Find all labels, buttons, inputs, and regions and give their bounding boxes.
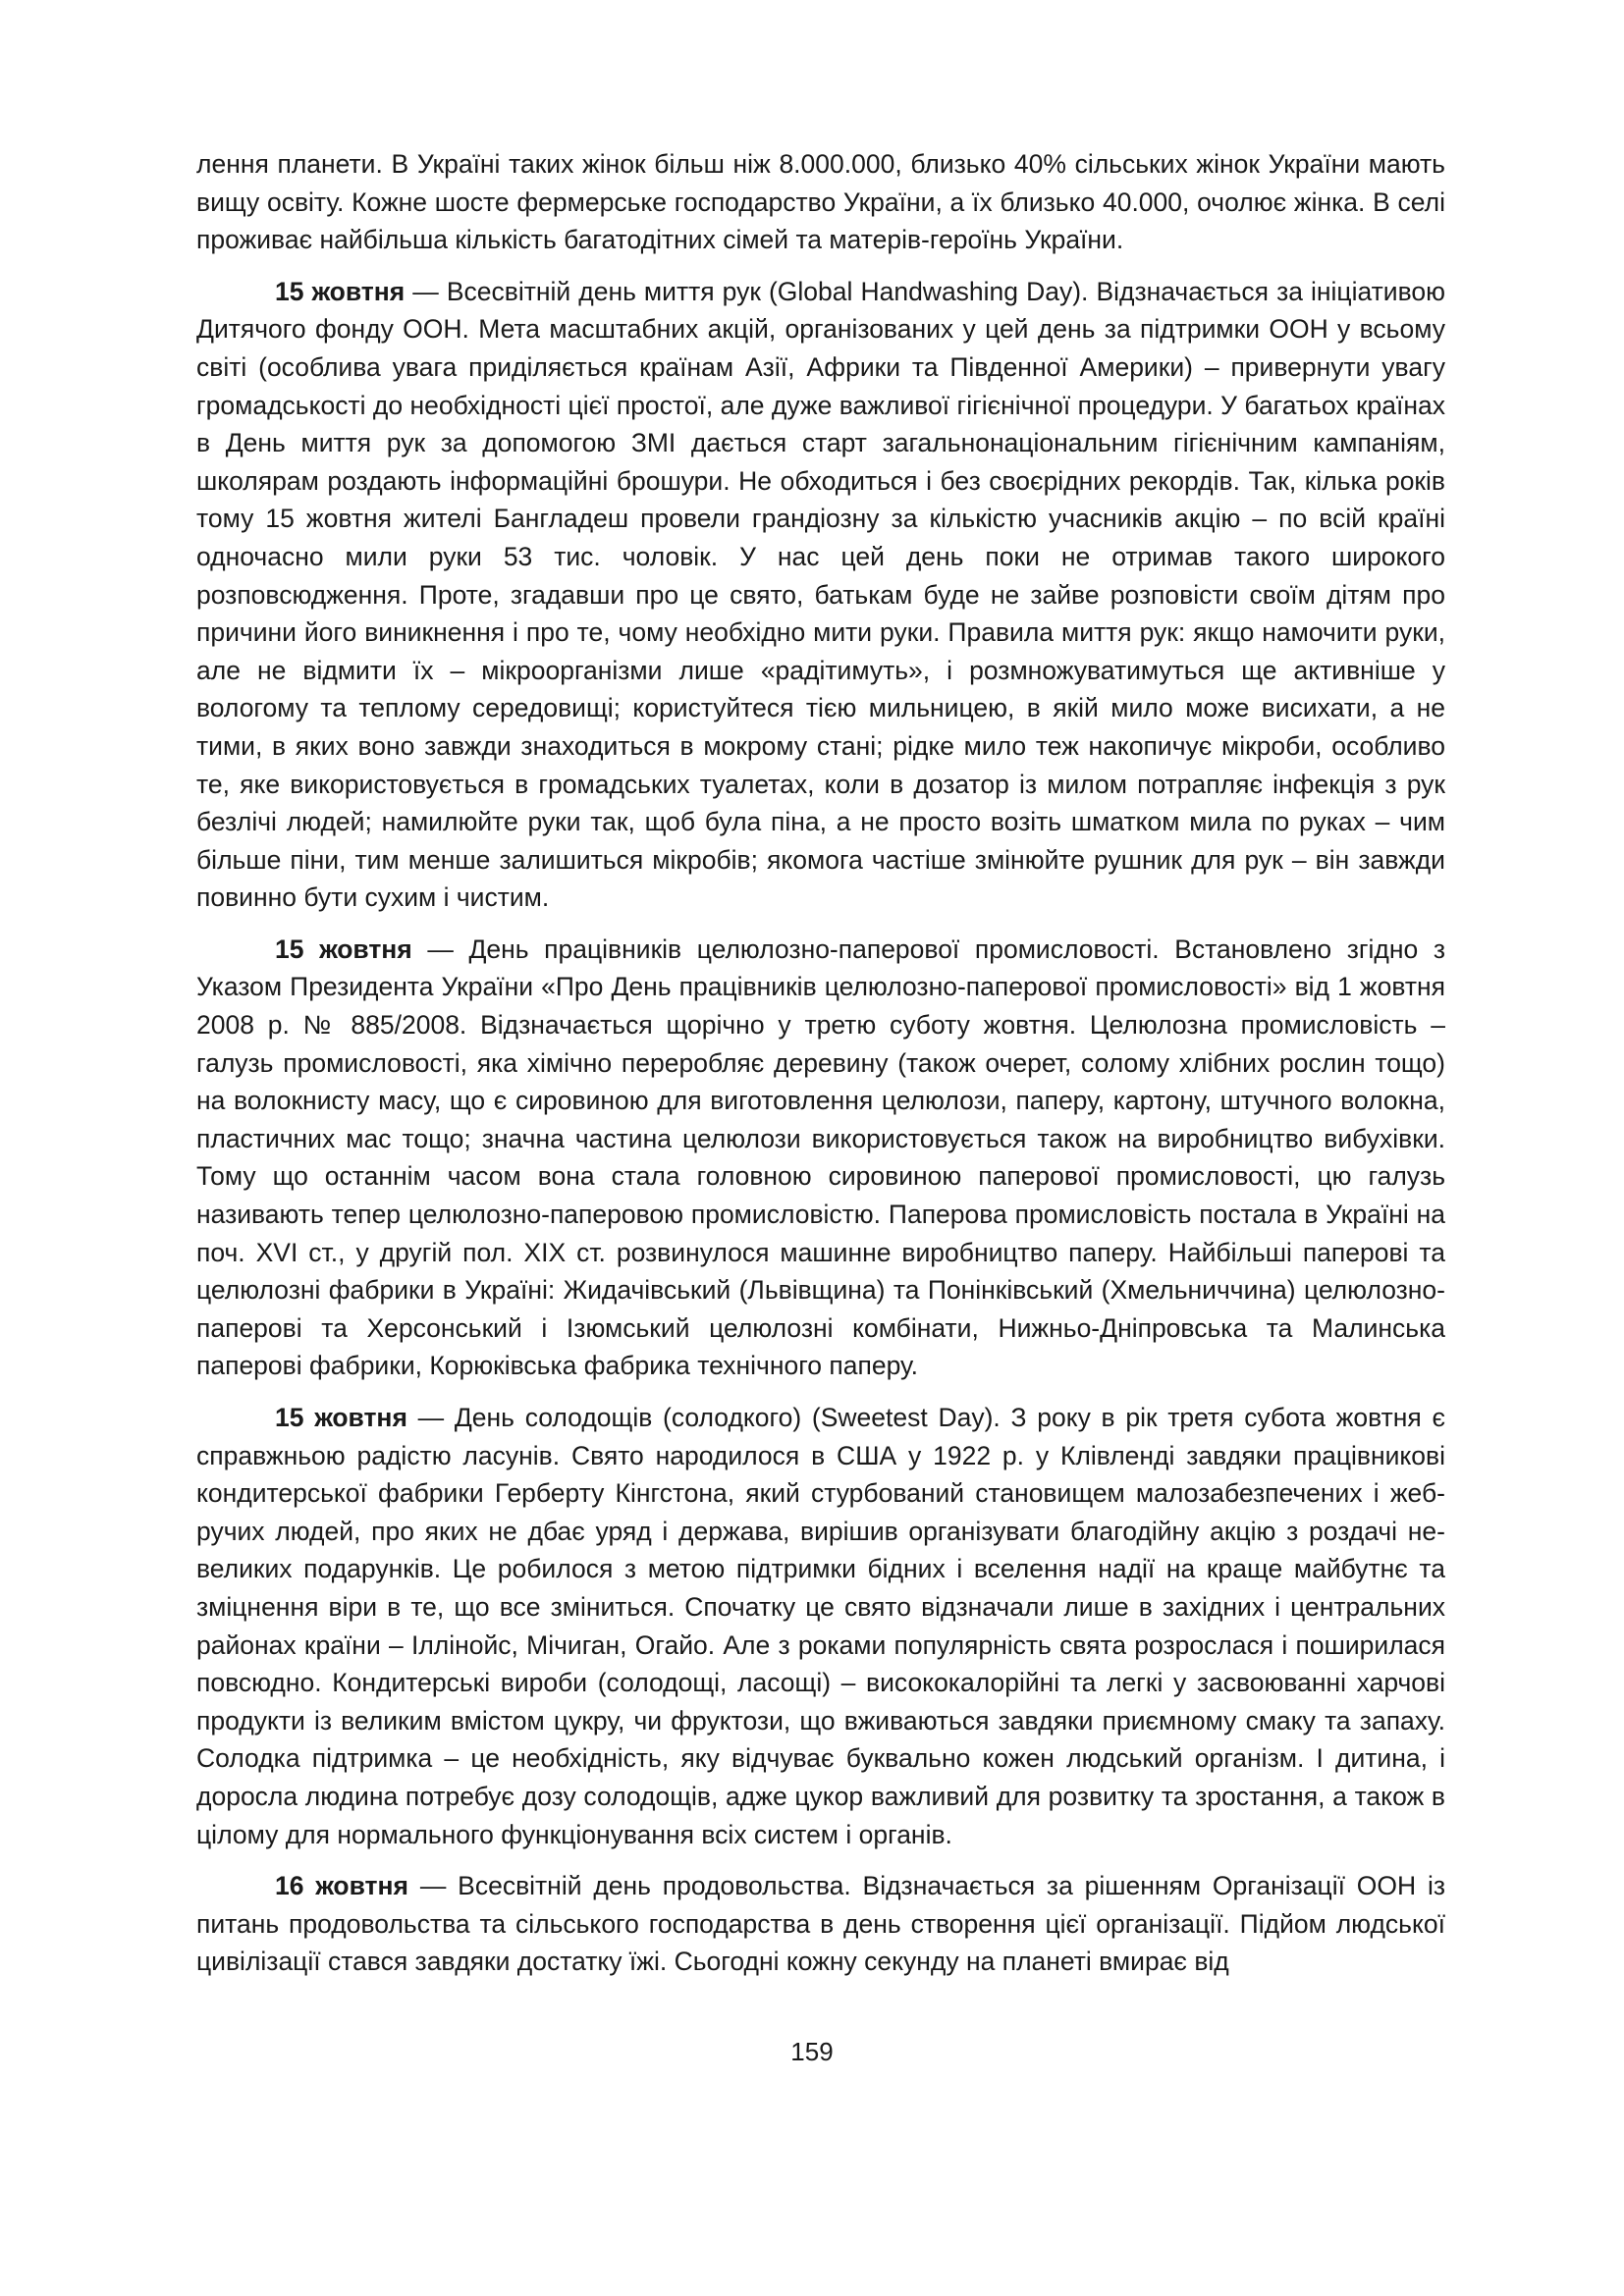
continued-paragraph: лення планети. В Україні таких жінок більш ніж 8.000.000, близько 40% сільських жінок України мають вищу освіту. Кожне шосте фермерське господарство України, а їх близько 40.000, очолює жінка. В селі проживає найбільша кількість багатодітних сімей та матерів-героїнь України. <box>196 149 1445 255</box>
entry-handwashing-day <box>196 273 1445 917</box>
entry-date: 15 жовтня <box>275 934 412 964</box>
entry-text: — Всесвітній день продовольства. Відзначається за рішенням Організації ООН із питань продовольства та сільського господарства в день створення цієї організації. Підйом людської цивілізації стався завдяки достатку їжі. Сьогодні кожну секунду на планеті вмирає від <box>196 1871 1445 1977</box>
page-body <box>196 145 1445 1995</box>
entry-text: — День працівників целюлозно-паперової промисловості. Встановлено згідно з Указом Президента України «Про День працівників целюлозно-паперової промисловості» від 1 жовтня 2008 р. № 885/2008. Відзначається щорічно у третю суботу жовтня. Целюлозна промисловість – галузь промисловості, яка хімічно переробляє деревину (також очерет, солому хлібних рослин тощо) на волокнисту масу, що є сировиною для виготовлення целюлози, паперу, картону, штучного волокна, пластичних мас тощо; значна частина целюлози використовується також на виробництво вибухівки. Тому що останнім часом вона стала головною сировиною паперової промисловості, цю галузь називають тепер целюлозно-паперовою промисловістю. Паперова промисловість постала в Україні на поч. XVI ст., у другій пол. XIX ст. розвинулося машинне виробництво паперу. Найбільші паперові та целюлозні фабрики в Україні: Жидачівський (Львівщина) та Понінківський (Хмельниччина) целюлозно-паперові та Херсонський і Ізюмський целюлозні комбінати, Нижньо-Дніпровська та Малинська паперові фабрики, Корюківська фабрика технічного паперу. <box>196 934 1445 1381</box>
entry-text: — Всесвітній день миття рук (Global Handwashing Day). Відзначається за ініціативою Дитячого фонду ООН. Мета масштабних акцій, організованих у цей день за підтримки ООН у всьому світі (особлива увага приділяється країнам Азії, Африки та Південної Америки) – привернути увагу громадськості до необхідності цієї простої, але дуже важливої гігієнічної процедури. У багатьох країнах в День миття рук за допомогою ЗМІ дається старт загальнонаціональним гігієнічним кампаніям, школярам роздають інформаційні брошури. Не обходиться і без своєрідних рекордів. Так, кілька років тому 15 жовтня жителі Бангладеш провели грандіозну за кількістю учасників акцію – по всій країні одночасно мили руки 53 тис. чоловік. У нас цей день поки не отримав такого широкого розповсюдження. Проте, згадавши про це свято, батькам буде не зайве розповісти своїм дітям про причини його виникнення і про те, чому необхідно мити руки. Правила миття рук: якщо намочити руки, але не відмити їх – мікроорганізми лише «радітимуть», і розмножуватимуться ще активніше у вологому та теплому середовищі; користуйтеся тією мильницею, в якій мило може висихати, а не тими, в яких воно завжди знаходиться в мокрому стані; рідке мило теж накопичує мікроби, особливо те, яке використовується в громадських туалетах, коли в дозатор із милом потрапляє інфекція з рук безлічі людей; намилюйте руки так, щоб була піна, а не просто возіть шматком мила по руках – чим більше піни, тим менше залишиться мікробів; якомога частіше змінюйте рушник для рук – він завжди повинно бути сухим і чистим. <box>196 276 1445 913</box>
entry-text: — День солодощів (солодкого) (Sweetest Day). З року в рік третя субота жовтня є справжньою радістю ласунів. Свято народилося в США у 1922 р. у Клівленді завдяки працівникові кондитерської фабрики Герберту Кінгстона, який стурбований становищем малозабезпечених і жебручих людей, про яких не дбає уряд і держава, вирішив організувати благодійну акцію з роздачі невеликих подарунків. Це робилося з метою підтримки бідних і вселення надії на краще майбутнє та зміцнення віри в те, що все зміниться. Спочатку це свято відзначали лише в західних і центральних районах країни – Іллінойс, Мічиган, Огайо. Але з роками популярність свята розрослася і поширилася повсюдно. Кондитерські вироби (солодощі, ласощі) – висококалорійні та легкі у засвоюванні харчові продукти із великим вмістом цукру, чи фруктози, що вживаються завдяки приємному смаку та запаху. Солодка підтримка – це необхідність, яку відчуває буквально кожен людський організм. І дитина, і доросла людина потребує дозу солодощів, адже цукор важливий для розвитку та зростання, а також в цілому для нормального функціонування всіх систем і органів. <box>196 1403 1445 1849</box>
page-number: 159 <box>790 2037 834 2066</box>
entry-world-food-day <box>196 1867 1445 1981</box>
entry-date: 16 жовтня <box>275 1871 409 1901</box>
entry-date: 15 жовтня <box>275 1403 407 1432</box>
entry-sweetest-day <box>196 1399 1445 1853</box>
entry-date: 15 жовтня <box>275 276 406 306</box>
entry-pulp-paper-industry-day <box>196 931 1445 1385</box>
